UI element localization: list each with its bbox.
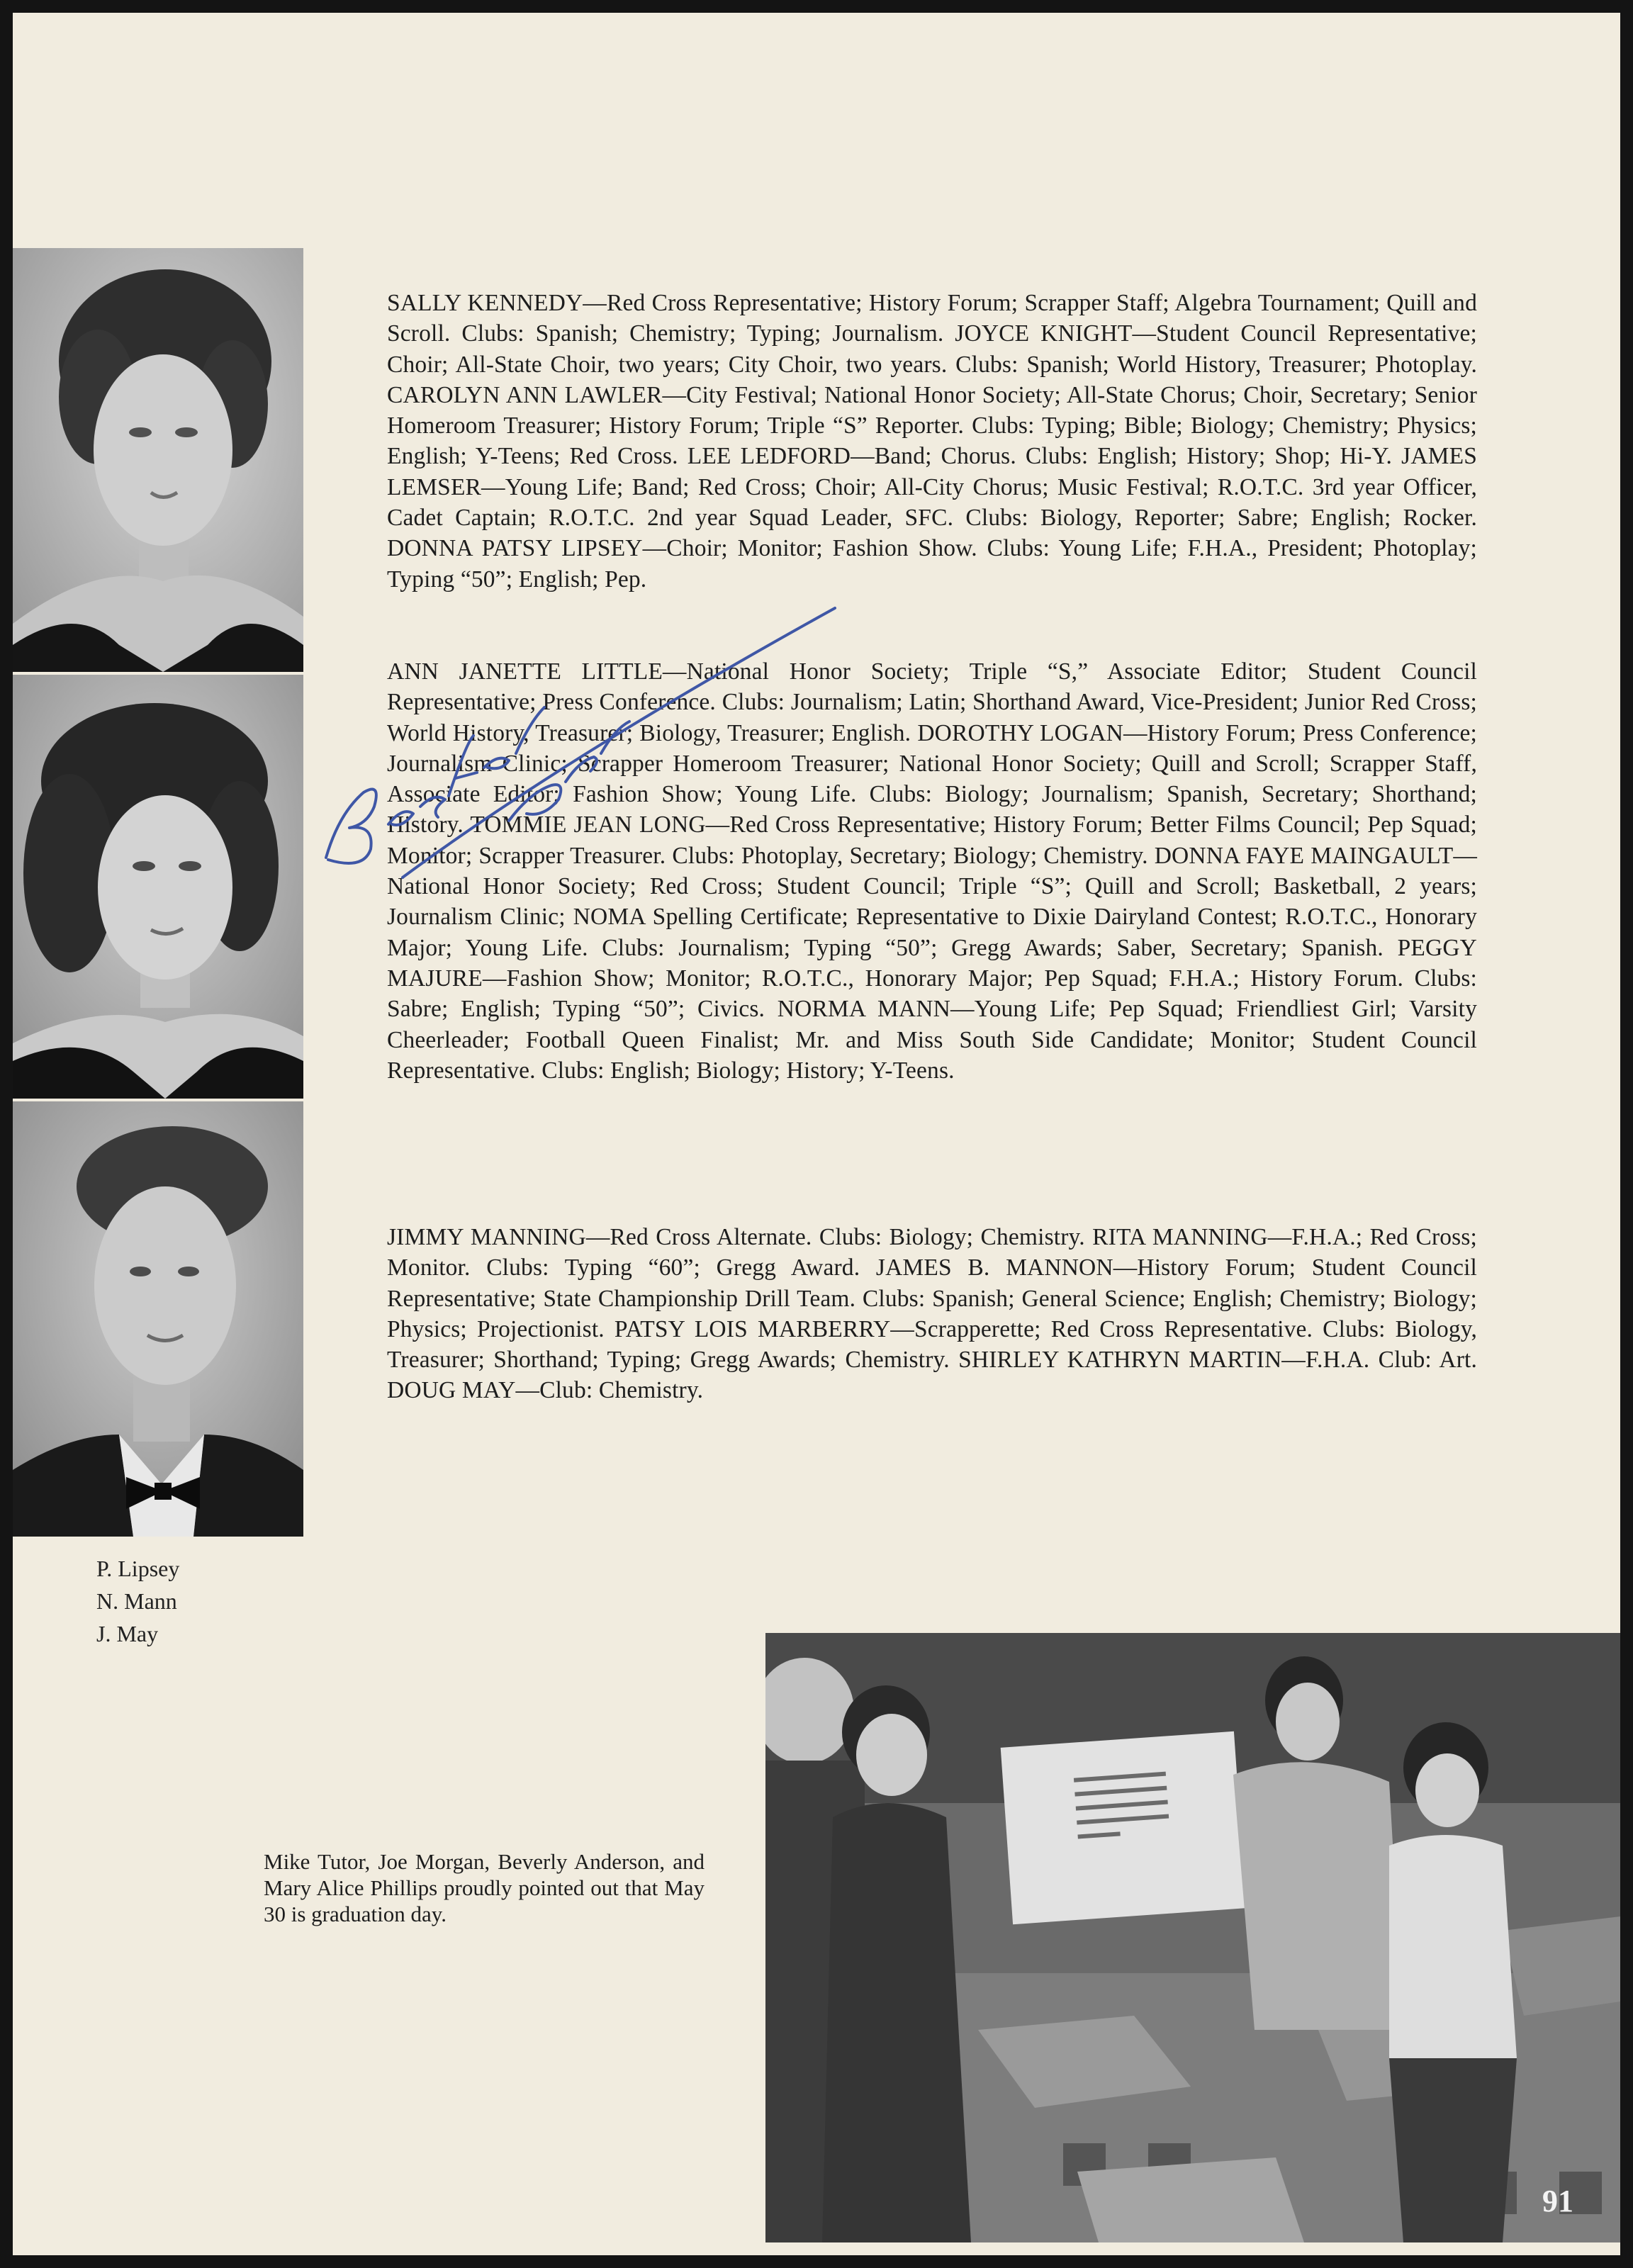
portrait-photo-2 <box>13 675 303 1099</box>
portrait-photo-3 <box>13 1101 303 1537</box>
portrait-photo-1 <box>13 248 303 672</box>
page-number: 91 <box>1542 2184 1573 2218</box>
portrait-caption-2: N. Mann <box>96 1588 177 1614</box>
portrait-caption-1: P. Lipsey <box>96 1556 180 1581</box>
bio-block-3: JIMMY MANNING—Red Cross Alternate. Clubs: Biology; Chemistry. RITA MANNING—F.H.A.; Red Cross; Monitor. Clubs: Typing “60”; Gregg Award. JAMES B. MANNON—History Forum; Student Council Representative; State Championship Drill Team. Clubs: Spanish; General Science; English; Chemistry; Biology; Physics; Projectionist. PATSY LOIS MARBERRY—Scrapperette; Red Cross Representative. Clubs: Biology, Treasurer; Shorthand; Typing; Gregg Awards; Chemistry. SHIRLEY KATHRYN MARTIN—F.H.A. Club: Art. DOUG MAY—Club: Chemistry. <box>387 1224 1477 1404</box>
yearbook-page <box>13 13 1620 2255</box>
group-photo-caption: Mike Tutor, Joe Morgan, Beverly Anderson, and Mary Alice Phillips proudly pointed out that May 30 is graduation day. <box>264 1849 705 1926</box>
portrait-caption-3: J. May <box>96 1621 159 1646</box>
group-photo <box>765 1633 1620 2242</box>
portrait-captions <box>96 1552 179 1650</box>
bio-block-2: ANN JANETTE LITTLE—National Honor Society; Triple “S,” Associate Editor; Student Council Representative; Press Conference. Clubs: Journalism; Latin; Shorthand Award, Vice-President; Junior Red Cross; World History, Treasurer; Biology, Treasurer; English. DOROTHY LOGAN—History Forum; Press Conference; Journalism Clinic; Scrapper Homeroom Treasurer; National Honor Society; Quill and Scroll; Scrapper Staff, Associate Editor; Fashion Show; Young Life. Clubs: Biology; Journalism; Spanish, Secretary; Shorthand; History. TOMMIE JEAN LONG—Red Cross Representative; History Forum; Better Films Council; Pep Squad; Monitor; Scrapper Treasurer. Clubs: Photoplay, Secretary; Biology; Chemistry. DONNA FAYE MAINGAULT—National Honor Society; Red Cross; Student Council; Triple “S”; Quill and Scroll; Basketball, 2 years; Journalism Clinic; NOMA Spelling Certificate; Representative to Dixie Dairyland Contest; R.O.T.C., Honorary Major; Young Life. Clubs: Journalism; Typing “50”; Gregg Awards; Saber, Secretary; Spanish. PEGGY MAJURE—Fashion Show; Monitor; R.O.T.C., Honorary Major; Pep Squad; F.H.A.; History Forum. Clubs: Sabre; English; Typing “50”; Civics. NORMA MANN—Young Life; Pep Squad; Friendliest Girl; Varsity Cheerleader; Football Queen Finalist; Mr. and Miss South Side Candidate; Monitor; Student Council Representative. Clubs: English; Biology; History; Y-Teens. <box>387 658 1477 1084</box>
bio-block-1: SALLY KENNEDY—Red Cross Representative; History Forum; Scrapper Staff; Algebra Tournament; Quill and Scroll. Clubs: Spanish; Chemistry; Typing; Journalism. JOYCE KNIGHT—Student Council Representative; Choir; All-State Choir, two years; City Choir, two years. Clubs: Spanish; World History, Treasurer; Photoplay. CAROLYN ANN LAWLER—City Festival; National Honor Society; All-State Chorus; Choir, Secretary; Senior Homeroom Treasurer; History Forum; Triple “S” Reporter. Clubs: Typing; Bible; Biology; Chemistry; Physics; English; Y-Teens; Red Cross. LEE LEDFORD—Band; Chorus. Clubs: English; History; Shop; Hi-Y. JAMES LEMSER—Young Life; Band; Red Cross; Choir; All-City Chorus; Music Festival; R.O.T.C. 3rd year Officer, Cadet Captain; R.O.T.C. 2nd year Squad Leader, SFC. Clubs: Biology, Reporter; Sabre; English; Rocker. DONNA PATSY LIPSEY—Choir; Monitor; Fashion Show. Clubs: Young Life; F.H.A., President; Photoplay; Typing “50”; English; Pep. <box>387 290 1477 593</box>
